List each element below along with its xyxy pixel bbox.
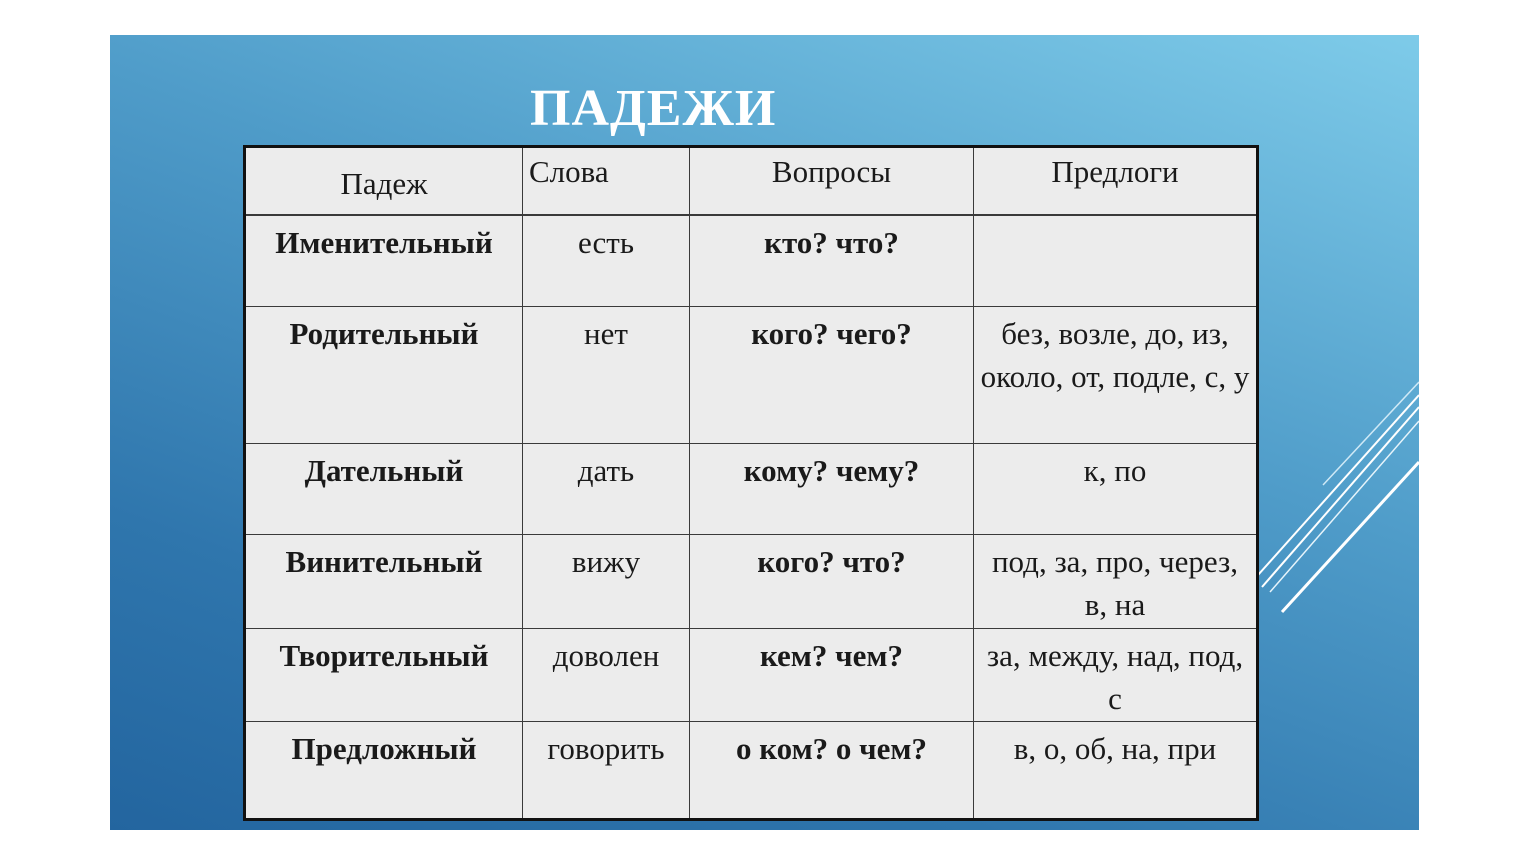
case-prepositions: без, возле, до, из, около, от, подле, с, у <box>974 307 1258 444</box>
case-question: кого? что? <box>690 535 974 629</box>
case-name: Именительный <box>245 215 523 307</box>
case-word: доволен <box>523 629 690 722</box>
deco-line <box>1258 395 1419 575</box>
table-row <box>245 629 1258 722</box>
table-row <box>245 444 1258 535</box>
table-row <box>245 722 1258 820</box>
table-header-row <box>245 147 1258 216</box>
case-name: Дательный <box>245 444 523 535</box>
case-word: вижу <box>523 535 690 629</box>
table-row <box>245 535 1258 629</box>
case-prepositions: в, о, об, на, при <box>974 722 1258 820</box>
deco-line <box>1270 421 1419 592</box>
case-name: Предложный <box>245 722 523 820</box>
case-question: кого? чего? <box>690 307 974 444</box>
case-word: дать <box>523 444 690 535</box>
deco-line <box>1323 382 1419 485</box>
case-prepositions: под, за, про, через, в, на <box>974 535 1258 629</box>
case-word: говорить <box>523 722 690 820</box>
case-question: кто? что? <box>690 215 974 307</box>
case-question: кому? чему? <box>690 444 974 535</box>
case-prepositions: к, по <box>974 444 1258 535</box>
header-words: Слова <box>523 147 690 216</box>
case-question: кем? чем? <box>690 629 974 722</box>
case-word: есть <box>523 215 690 307</box>
header-questions: Вопросы <box>690 147 974 216</box>
table-row <box>245 307 1258 444</box>
slide <box>110 35 1419 830</box>
deco-line <box>1262 407 1419 587</box>
deco-line <box>1282 462 1419 612</box>
cases-table <box>243 145 1259 821</box>
case-name: Винительный <box>245 535 523 629</box>
case-question: о ком? о чем? <box>690 722 974 820</box>
case-word: нет <box>523 307 690 444</box>
case-prepositions: за, между, над, под, с <box>974 629 1258 722</box>
header-prepositions: Предлоги <box>974 147 1258 216</box>
header-case: Падеж <box>245 147 523 216</box>
case-name: Творительный <box>245 629 523 722</box>
case-name: Родительный <box>245 307 523 444</box>
table-row <box>245 215 1258 307</box>
case-prepositions <box>974 215 1258 307</box>
slide-title: ПАДЕЖИ <box>530 80 777 137</box>
